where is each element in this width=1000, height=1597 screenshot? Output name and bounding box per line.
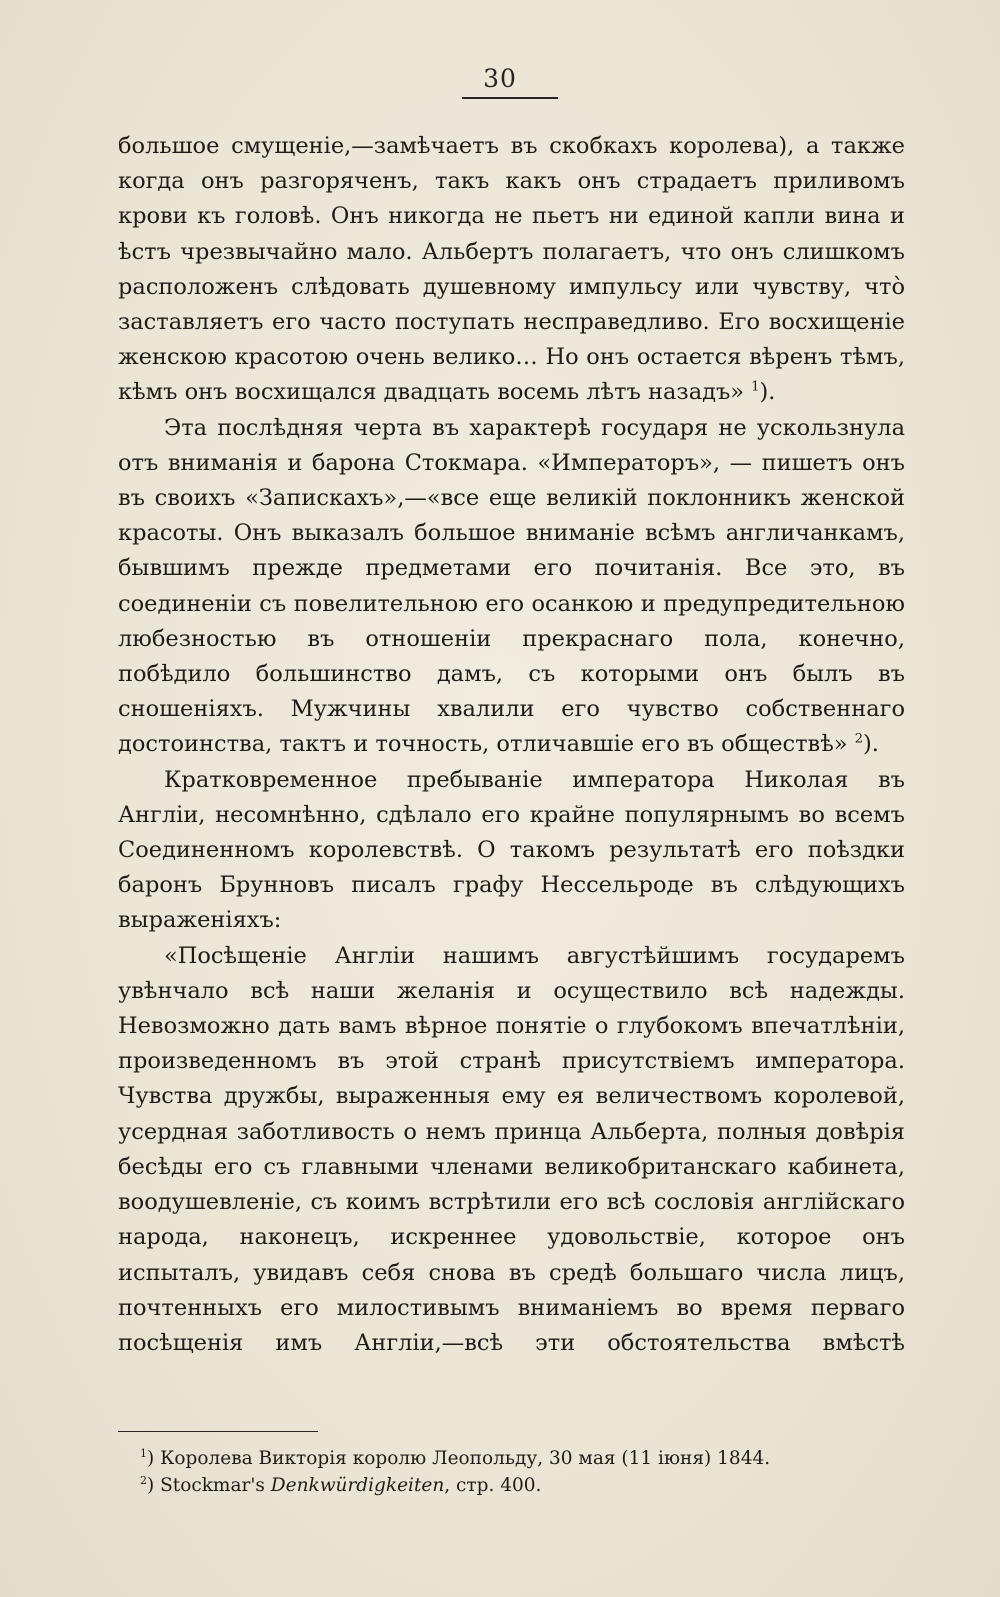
paragraph-3 (118, 763, 905, 939)
paragraph-1-tail: ). (759, 379, 776, 406)
footnote-2 (140, 1472, 900, 1499)
paragraph-1 (118, 129, 905, 411)
footnotes (140, 1445, 900, 1499)
page-number: 30 (483, 64, 517, 93)
body-text (118, 129, 905, 1361)
footnote-2-text: ) Stockmar's (147, 1475, 271, 1496)
footnote-ref-1: 1 (751, 379, 760, 395)
paragraph-2-tail: ). (863, 731, 879, 758)
paragraph-1-text: большое смущеніе,—замѣчаетъ въ скобкахъ королева), а также когда онъ разгоряченъ, такъ какъ онъ страдаетъ приливомъ крови къ головѣ. Онъ никогда не пьетъ ни единой капли вина и ѣстъ чрезвычайно мало. Альбертъ полагаетъ, что онъ слишкомъ расположенъ слѣдовать душевному импульсу или чувству, что̀ заставляетъ его часто поступать несправедливо. Его восхищеніе женскою красотою очень велико… Но онъ остается вѣренъ тѣмъ, кѣмъ онъ восхищался двадцать восемь лѣтъ назадъ» (118, 133, 905, 406)
footnote-2-rest: , стр. 400. (444, 1475, 542, 1496)
footnote-1-mark: 1 (140, 1446, 147, 1460)
footnote-1 (140, 1445, 900, 1472)
paragraph-2 (118, 411, 905, 763)
footnote-rule (118, 1431, 318, 1432)
header-rule (462, 97, 558, 99)
footnote-2-italic-title: Denkwürdigkeiten (270, 1475, 445, 1496)
paragraph-3-text: Кратковременное пребываніе императора Николая въ Англіи, несомнѣнно, сдѣлало его крайне популярнымъ во всемъ Соединенномъ королевствѣ. О такомъ результатѣ его поѣздки баронъ Брунновъ писалъ графу Нессельроде въ слѣдующихъ выраженіяхъ: (118, 766, 905, 934)
footnote-1-text: ) Королева Викторія королю Леопольду, 30 мая (11 іюня) 1844. (147, 1448, 771, 1469)
footnote-2-mark: 2 (140, 1473, 147, 1487)
footnote-ref-2: 2 (854, 731, 863, 747)
paragraph-2-text: Эта послѣдняя черта въ характерѣ государя не ускользнула отъ вниманія и барона Стокмара. «Императоръ», — пишетъ онъ въ своихъ «Запискахъ»,—«все еще великій поклонникъ женской красоты. Онъ выказалъ большое вниманіе всѣмъ англичанкамъ, бывшимъ прежде предметами его почитанія. Все это, въ соединеніи съ повелительною его осанкою и предупредительною любезностью въ отношеніи прекраснаго пола, конечно, побѣдило большинство дамъ, съ которыми онъ былъ въ сношеніяхъ. Мужчины хвалили его чувство собственнаго достоинства, тактъ и точность, отличавшіе его въ обществѣ» (118, 414, 905, 758)
paragraph-4 (118, 939, 905, 1361)
paragraph-4-text: «Посѣщеніе Англіи нашимъ августѣйшимъ государемъ увѣнчало всѣ наши желанія и осуществило всѣ надежды. Невозможно дать вамъ вѣрное понятіе о глубокомъ впечатлѣніи, произведенномъ въ этой странѣ присутствіемъ императора. Чувства дружбы, выраженныя ему ея величествомъ королевой, усердная заботливость о немъ принца Альберта, полныя довѣрія бесѣды его съ главными членами великобританскаго кабинета, воодушевленіе, съ коимъ встрѣтили его всѣ сословія англійскаго народа, наконецъ, искреннее удовольствіе, которое онъ испыталъ, увидавъ себя снова въ средѣ большаго числа лицъ, почтенныхъ его милостивымъ вниманіемъ во время перваго посѣщенія имъ Англіи,—всѣ эти обстоятельства вмѣстѣ (118, 942, 905, 1356)
